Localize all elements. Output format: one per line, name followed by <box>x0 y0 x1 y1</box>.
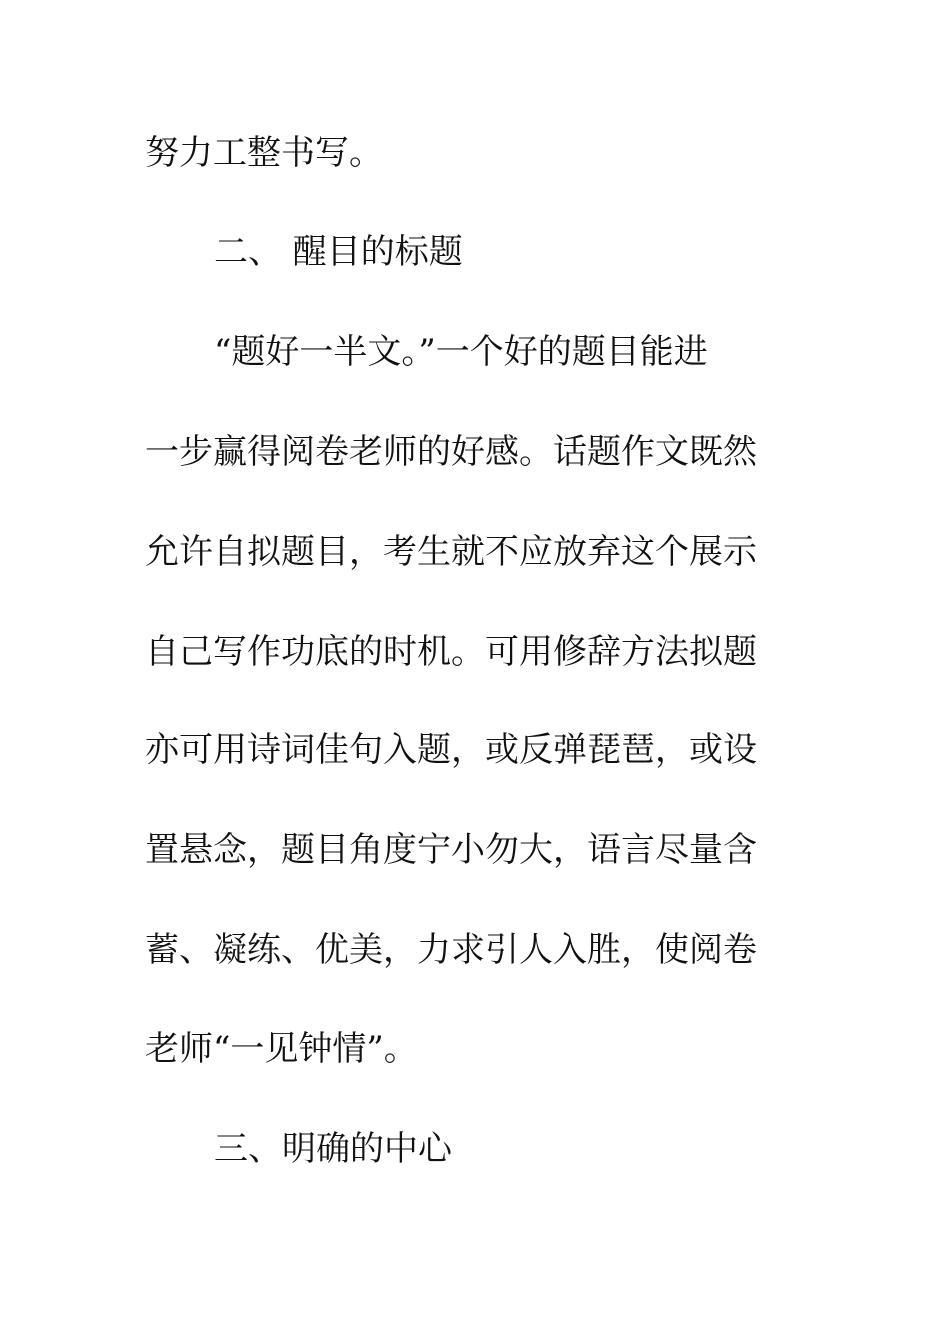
text-line-6: 自己写作功底的时机。可用修辞方法拟题 <box>145 632 757 672</box>
text-line-7: 亦可用诗词佳句入题，或反弹琵琶，或设 <box>145 730 757 770</box>
text-line-3: “题好一半文。”一个好的题目能进 <box>214 332 708 372</box>
section-heading-2: 二、 醒目的标题 <box>214 232 463 272</box>
text-line-10: 老师“一见钟情”。 <box>145 1029 418 1069</box>
section-heading-3: 三、明确的中心 <box>214 1129 452 1169</box>
text-line-5: 允许自拟题目，考生就不应放弃这个展示 <box>145 532 757 572</box>
text-line-8: 置悬念，题目角度宁小勿大，语言尽量含 <box>145 830 757 870</box>
text-line-1: 努力工整书写。 <box>145 133 383 173</box>
text-line-4: 一步赢得阅卷老师的好感。话题作文既然 <box>145 432 757 472</box>
text-line-9: 蓄、凝练、优美，力求引人入胜，使阅卷 <box>145 930 757 970</box>
